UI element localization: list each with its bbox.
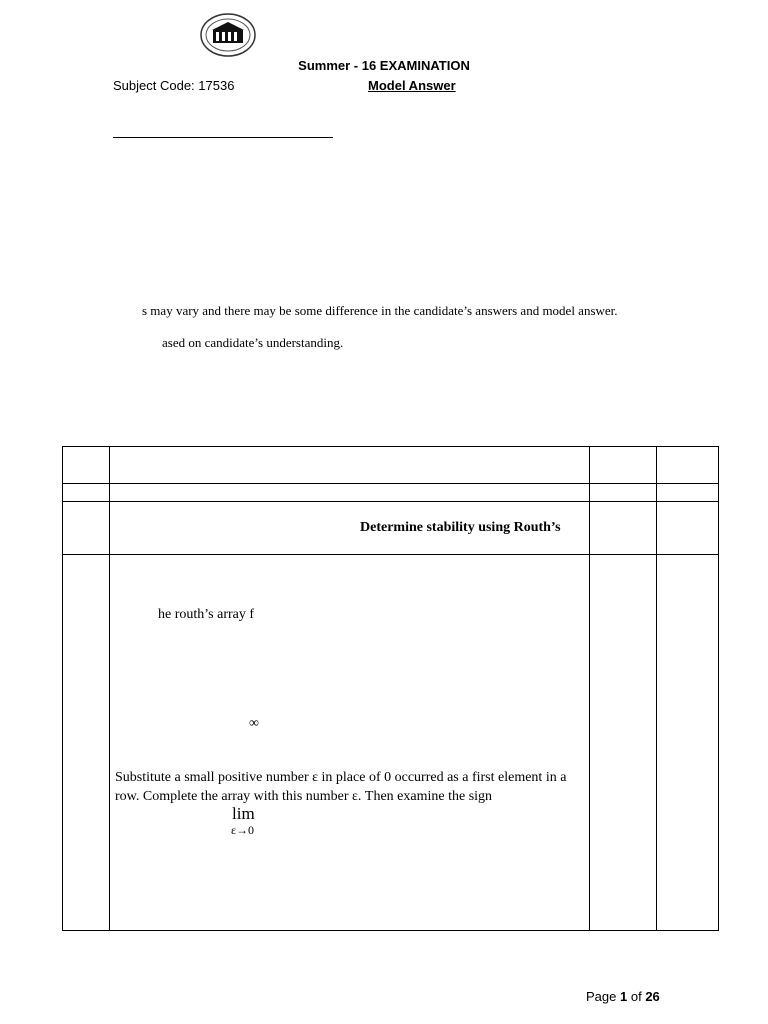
page-of: of [630,989,642,1004]
limit-operator: lim [232,804,255,823]
instruction-note-1: s may vary and there may be some difference in the candidate’s answers and model answer. [142,303,618,318]
answer-table [62,446,719,931]
institution-seal-icon [200,13,256,57]
header-divider [113,137,333,138]
routh-array-text: he routh’s array f [158,607,255,622]
subject-code: Subject Code: 17536 [113,78,235,93]
page-total: 26 [645,989,660,1004]
page-label: Page [586,989,617,1004]
limit-subscript: ε→0 [231,823,255,837]
table-row-divider [63,554,718,555]
infinity-symbol: ∞ [249,716,259,731]
instruction-note-2: ased on candidate’s understanding. [162,335,344,350]
table-column-divider [589,447,590,930]
question-title: Determine stability using Routh’s [360,520,561,535]
answer-paragraph: Substitute a small positive number ε in place of 0 occurred as a first element in a row. Complete the array with this number ε. Then examine the sign [115,770,567,804]
table-column-divider [656,447,657,930]
exam-title: Summer - 16 EXAMINATION [298,58,470,73]
model-answer-heading: Model Answer [368,78,456,93]
table-column-divider [109,447,110,930]
page-number [586,989,660,1004]
table-row-divider [63,501,718,502]
table-row-divider [63,483,718,484]
page-current: 1 [620,989,628,1004]
